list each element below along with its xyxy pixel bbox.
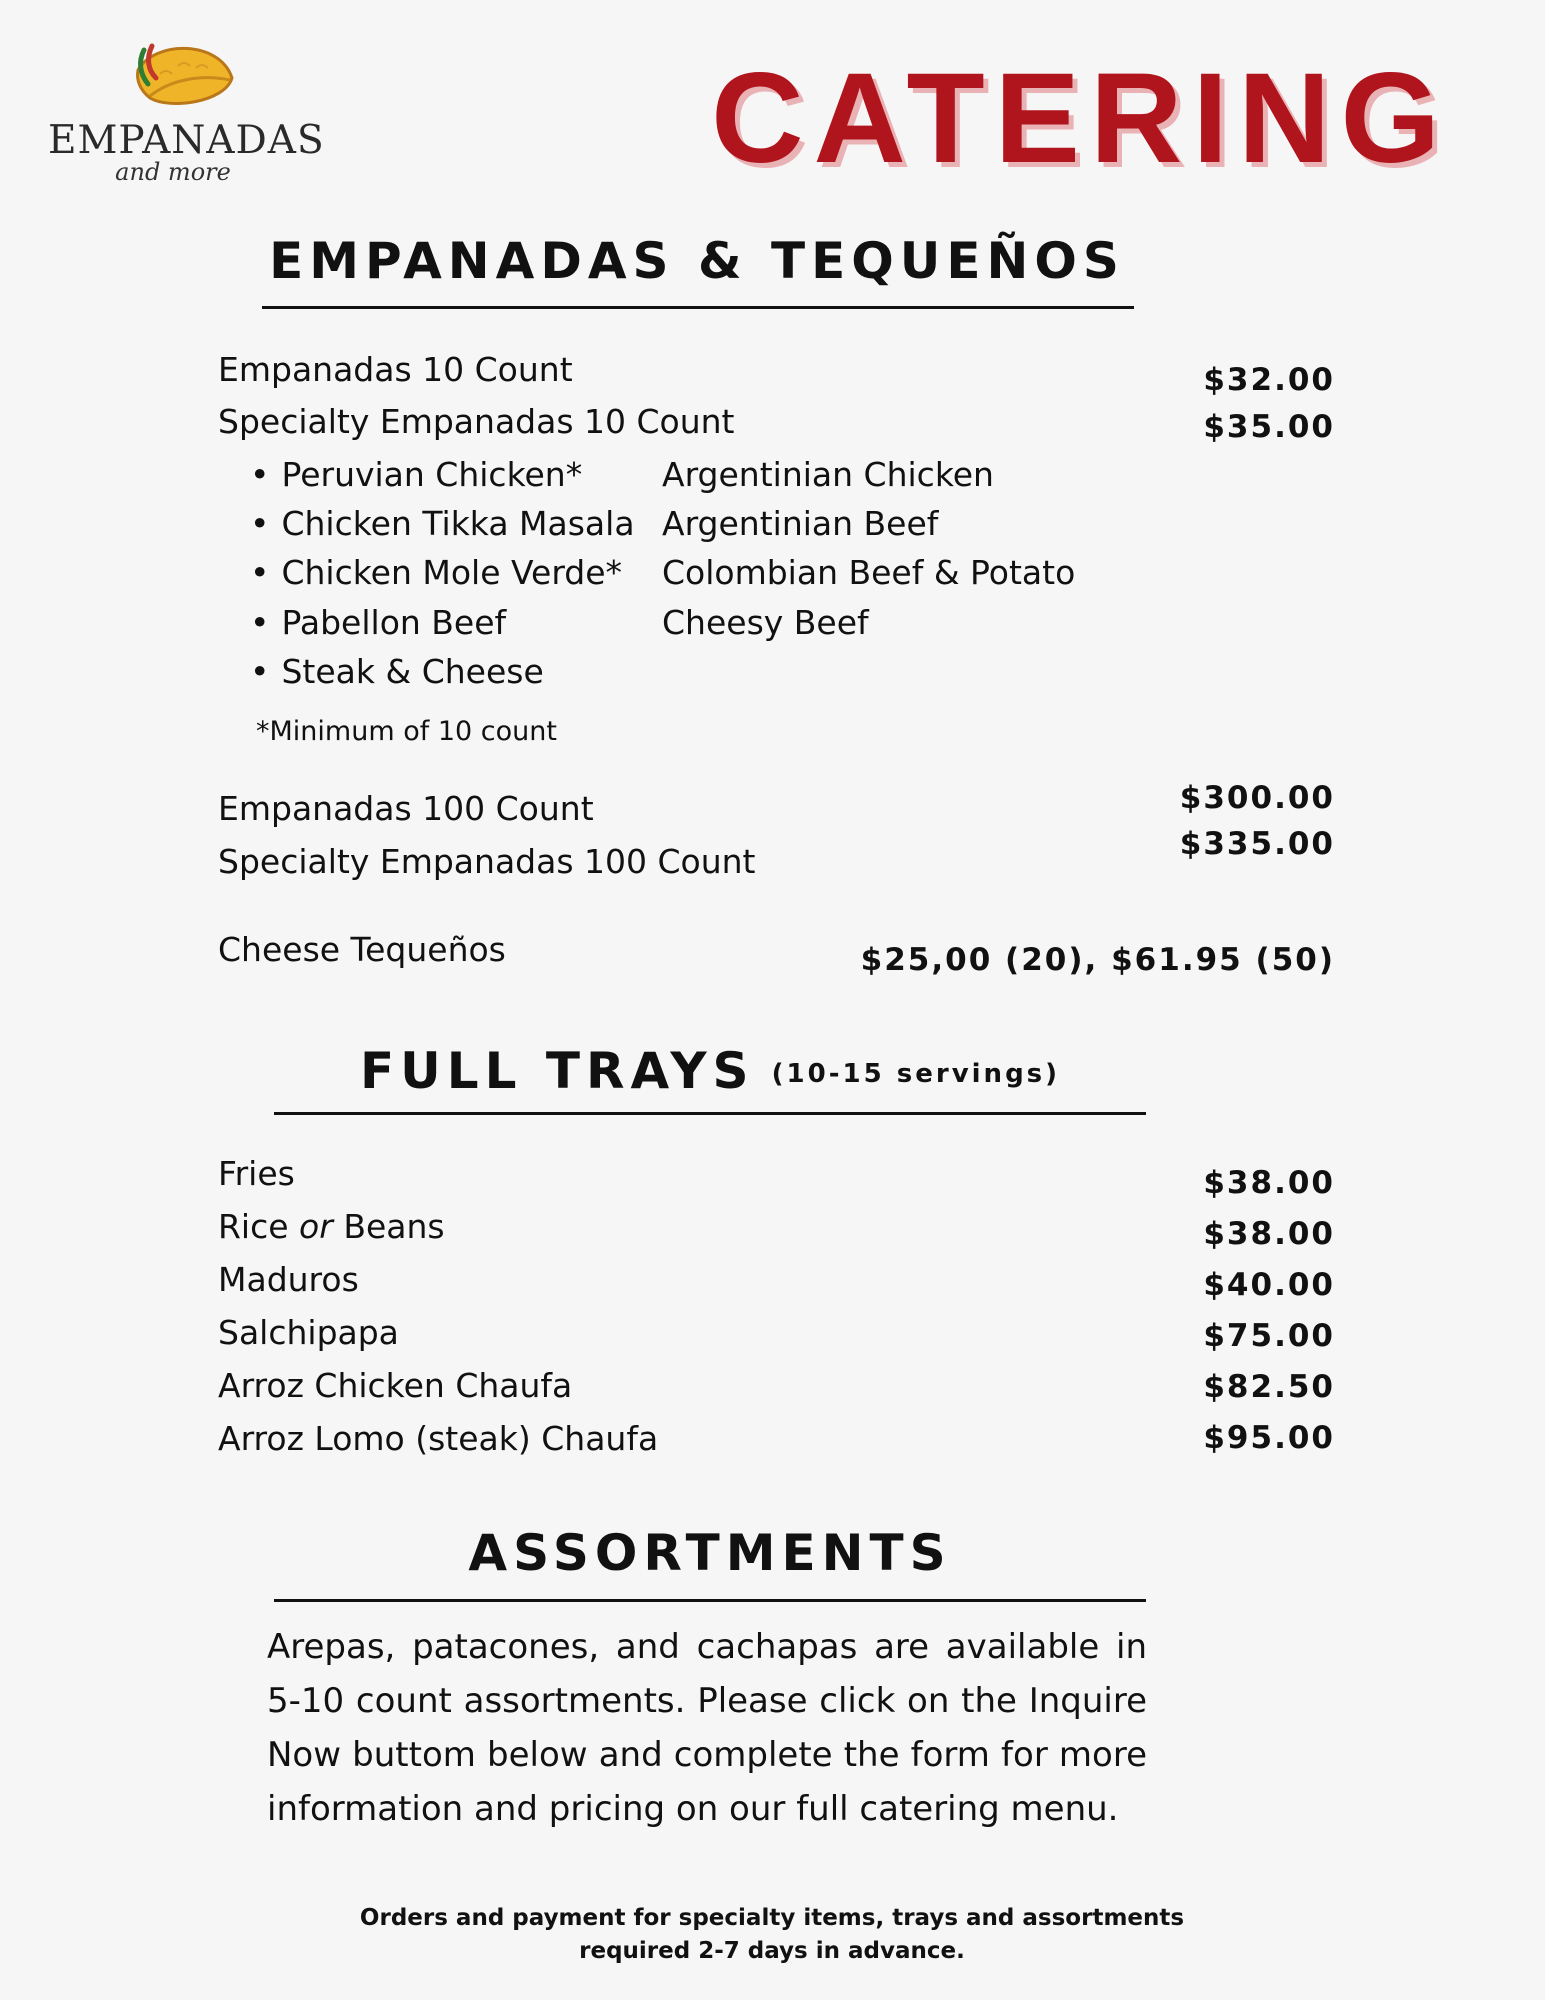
menu-item: Arroz Lomo (steak) Chaufa [218,1419,659,1458]
specialty-flavor: Argentinian Beef [662,504,939,543]
menu-item: Salchipapa [218,1313,399,1352]
footer-line: Orders and payment for specialty items, trays and assortments [359,1905,1185,1931]
section-heading-assortments: ASSORTMENTS [468,1524,952,1582]
specialty-flavor: Argentinian Chicken [662,455,994,494]
specialty-flavor: Colombian Beef & Potato [662,553,1076,592]
footer-line: required 2-7 days in advance. [579,1938,965,1964]
assortments-description: Arepas, patacones, and cachapas are available in 5-10 count assortments. Please click on the Inquire Now buttom below and complete the form for more information and pricing on our full catering menu. [267,1627,1147,1829]
menu-item-price: $38.00 [1203,1216,1335,1252]
specialty-flavor: • Steak & Cheese [250,652,544,691]
menu-item: Empanadas 100 Count [218,789,594,828]
trays-servings: (10-15 servings) [771,1059,1061,1089]
section-divider [274,1112,1146,1115]
specialty-flavor: • Peruvian Chicken* [250,455,582,494]
menu-item-price: $335.00 [1179,826,1335,862]
logo-subtitle: and more [115,158,231,186]
section-heading-trays: FULL TRAYS [359,1042,755,1100]
menu-item: Empanadas 10 Count [218,350,573,389]
specialty-flavor: • Chicken Mole Verde* [250,553,622,592]
menu-item: Specialty Empanadas 100 Count [218,842,756,881]
menu-item-price: $75.00 [1203,1318,1335,1354]
section-heading-empanadas: EMPANADAS & TEQUEÑOS [269,232,1125,290]
specialty-flavor: Cheesy Beef [662,603,869,642]
menu-item-part: Beans [343,1207,445,1246]
empanada-icon [130,40,240,118]
menu-item-price: $82.50 [1203,1369,1335,1405]
menu-item-price: $95.00 [1203,1420,1335,1456]
footer-note [272,1902,1272,1968]
specialty-flavor: • Pabellon Beef [250,603,506,642]
specialty-flavor: • Chicken Tikka Masala [250,504,635,543]
menu-item-price: $300.00 [1179,780,1335,816]
section-heading-trays-wrap [274,1042,1146,1100]
menu-item-price: $25,00 (20), $61.95 (50) [860,942,1335,978]
section-divider [262,306,1134,309]
menu-item [218,1207,445,1246]
minimum-note: *Minimum of 10 count [256,716,557,747]
logo [40,40,325,190]
menu-item-price: $40.00 [1203,1267,1335,1303]
menu-item: Specialty Empanadas 10 Count [218,402,735,441]
menu-item: Maduros [218,1260,359,1299]
menu-item-or: or [299,1207,333,1246]
menu-item: Cheese Tequeños [218,930,506,969]
menu-item-price: $32.00 [1203,362,1335,398]
menu-item-part: Rice [218,1207,289,1246]
menu-item: Fries [218,1154,295,1193]
section-divider [274,1599,1146,1602]
menu-item-price: $35.00 [1203,409,1335,445]
page-title: CATERING [711,47,1450,190]
logo-name: EMPANADAS [48,118,325,163]
menu-item: Arroz Chicken Chaufa [218,1366,573,1405]
menu-item-price: $38.00 [1203,1165,1335,1201]
